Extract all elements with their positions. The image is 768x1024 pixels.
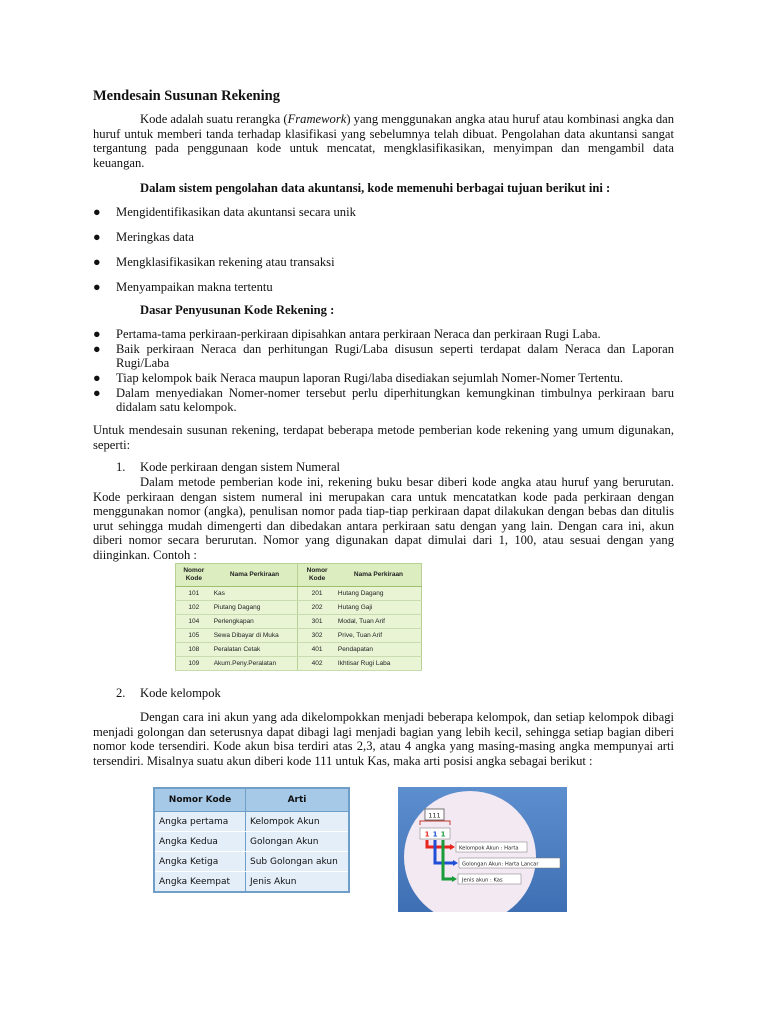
digit-2: 1	[432, 830, 438, 839]
methods-intro: Untuk mendesain susunan rekening, terdapat beberapa metode pemberian kode rekening yang umum digunakan, seperti:	[93, 423, 674, 452]
intro-italic: Framework	[287, 112, 347, 126]
label-class: Golongan Akun: Harta Lancar	[462, 861, 539, 868]
diagram-svg	[398, 787, 567, 912]
table-row: 109 Akum.Peny.Peralatan 402 Ikhtisar Rugi Laba	[176, 657, 422, 671]
bullet-icon: ●	[93, 342, 101, 356]
method2-title: 2. Kode kelompok	[116, 686, 221, 700]
table-header: Nama Perkiraan	[336, 564, 422, 587]
table-header: Arti	[246, 788, 350, 812]
method1-title: 1. Kode perkiraan dengan sistem Numeral	[116, 460, 341, 474]
bullet-icon: ●	[93, 205, 101, 219]
method2-paragraph: Dengan cara ini akun yang ada dikelompokkan menjadi beberapa kelompok, dan setiap kelompok dibagi menjadi golongan dan seterusnya dapat dibagi lagi menjadi bagian yang lebih kecil, sehingga setiap bagian diberi nomor kode tersendiri. Kode akun bisa terdiri atas 2,3, atau 4 angka yang masing-masing angka mempunyai arti tersendiri. Misalnya suatu akun diberi kode 111 untuk Kas, maka arti posisi angka sebagai berikut :	[93, 710, 674, 768]
table-row: 104 Perlengkapan 301 Modal, Tuan Arif	[176, 615, 422, 629]
bullet-icon: ●	[93, 386, 101, 400]
table-header: Nomor Kode	[176, 564, 212, 587]
basis-item: ● Baik perkiraan Neraca dan perhitungan Rugi/Laba disusun seperti terdapat dalam Neraca dan Laporan Rugi/Laba	[93, 342, 674, 370]
purpose-heading: Dalam sistem pengolahan data akuntansi, kode memenuhi berbagai tujuan berikut ini :	[140, 181, 611, 195]
account-code-table	[175, 563, 422, 671]
purpose-item: ● Mengidentifikasikan data akuntansi secara unik	[93, 205, 356, 219]
table-header: Nomor Kode	[298, 564, 336, 587]
intro-paragraph	[93, 112, 674, 170]
digit-meaning-table	[153, 787, 350, 893]
purpose-item: ● Mengklasifikasikan rekening atau transaksi	[93, 255, 335, 269]
basis-item: ● Dalam menyediakan Nomer-nomer tersebut perlu diperhitungkan kemungkinan timbulnya perkiraan baru didalam satu kelompok.	[93, 386, 674, 414]
table-row: Angka pertama Kelompok Akun	[154, 812, 349, 832]
basis-item: ● Pertama-tama perkiraan-perkiraan dipisahkan antara perkiraan Neraca dan perkiraan Rugi Laba.	[93, 327, 601, 341]
basis-heading: Dasar Penyusunan Kode Rekening :	[140, 303, 335, 317]
intro-text-2: ) yang menggunakan angka atau huruf atau kombinasi angka dan huruf untuk memberi tanda terhadap klasifikasi yang sebelumnya telah dibuat. Pengolahan data akuntansi sangat tergantung pada penggunaan kode untuk mencatat, mengklasifikasikan, menyimpan dan mengambil data keuangan.	[93, 112, 675, 170]
bullet-icon: ●	[93, 255, 101, 269]
table-header: Nama Perkiraan	[212, 564, 298, 587]
table-row: Angka Kedua Golongan Akun	[154, 832, 349, 852]
basis-item: ● Tiap kelompok baik Neraca maupun laporan Rugi/laba disediakan sejumlah Nomer-Nomer Tertentu.	[93, 371, 624, 385]
digit-3: 1	[440, 830, 446, 839]
purpose-item: ● Meringkas data	[93, 230, 194, 244]
table-row: Angka Keempat Jenis Akun	[154, 872, 349, 893]
bullet-icon: ●	[93, 327, 101, 341]
table-row: 101 Kas 201 Hutang Dagang	[176, 587, 422, 601]
intro-text-1: Kode adalah suatu rerangka (	[140, 112, 288, 126]
code-label: 111	[428, 811, 441, 820]
label-group: Kelompok Akun : Harta	[459, 845, 519, 852]
table-header: Nomor Kode	[154, 788, 246, 812]
table-row: 108 Peralatan Cetak 401 Pendapatan	[176, 643, 422, 657]
purpose-item: ● Menyampaikan makna tertentu	[93, 280, 273, 294]
method1-paragraph: Dalam metode pemberian kode ini, rekening buku besar diberi kode angka atau huruf yang berurutan. Kode perkiraan dengan sistem numeral ini merupakan cara untuk mencatatkan kode pada perkiraan dengan menggunakan nomor (angka), penulisan nomor pada tiap-tiap perkiraan dapat dilakukan dengan bebas dan ditulis urut sehingga mudah dimengerti dan dibedakan antara perkiraan satu dengan yang lain. Dengan cara ini, akun diberi nomor secara berurutan. Nomor yang digunakan dapat dimulai dari 1, 100, atau sesuai dengan yang diinginkan. Contoh :	[93, 475, 674, 562]
code-structure-diagram	[398, 787, 567, 912]
label-type: Jenis akun : Kas	[462, 877, 503, 884]
bullet-icon: ●	[93, 371, 101, 385]
page-title: Mendesain Susunan Rekening	[93, 88, 280, 104]
table-row: 105 Sewa Dibayar di Muka 302 Prive, Tuan Arif	[176, 629, 422, 643]
digit-1: 1	[424, 830, 430, 839]
table-row: 102 Piutang Dagang 202 Hutang Gaji	[176, 601, 422, 615]
bullet-icon: ●	[93, 230, 101, 244]
table-row: Angka Ketiga Sub Golongan akun	[154, 852, 349, 872]
bullet-icon: ●	[93, 280, 101, 294]
